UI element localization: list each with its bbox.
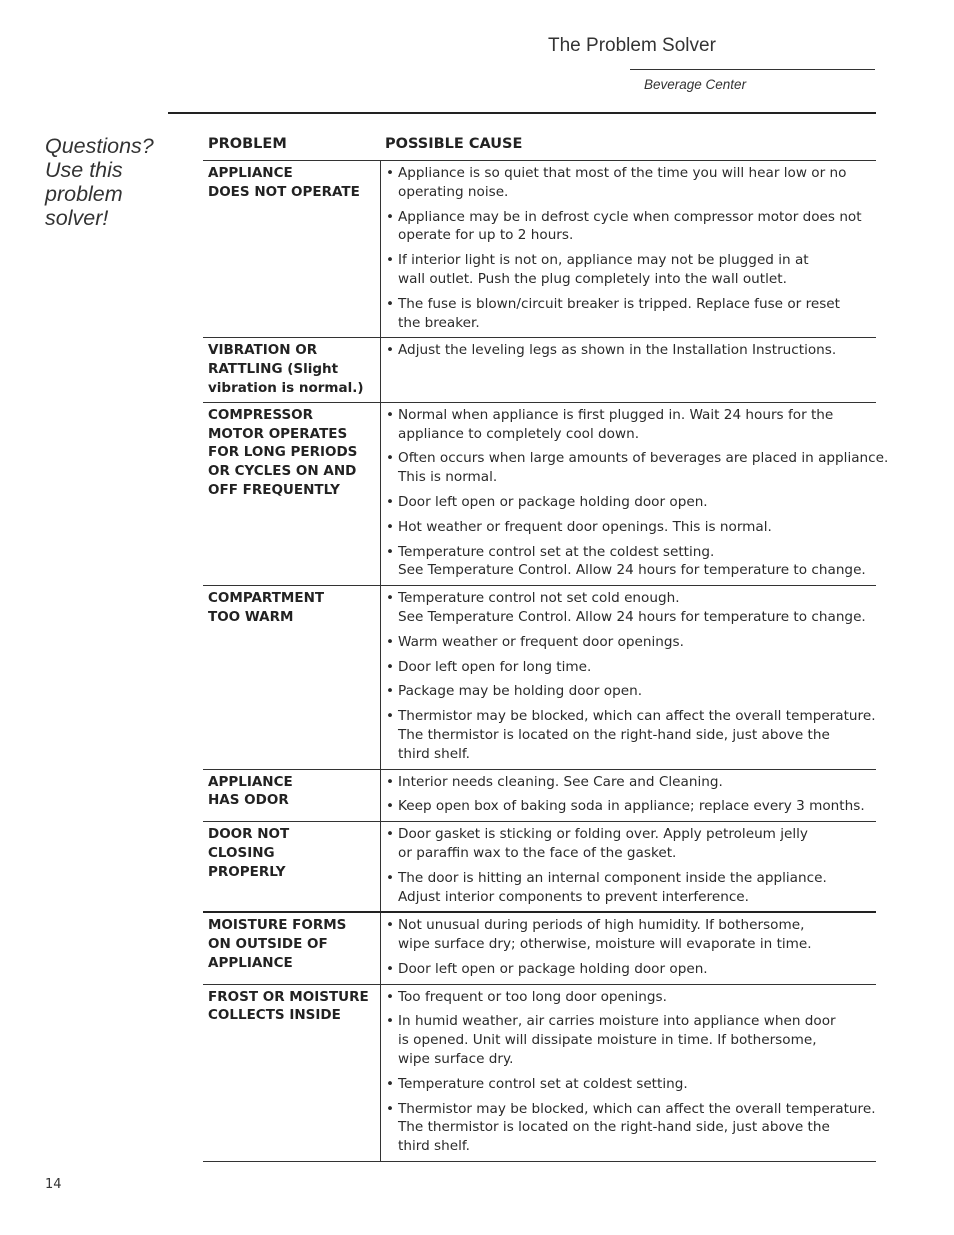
problem-label-line: vibration is normal.)	[208, 379, 364, 396]
table-body	[203, 161, 889, 1162]
cause-item	[386, 1075, 876, 1094]
problem-cell	[203, 913, 380, 983]
cause-item	[386, 869, 870, 907]
cause-text-line: Appliance is so quiet that most of the time you will hear low or no	[398, 165, 847, 181]
cause-item	[386, 797, 870, 816]
cause-item	[386, 960, 870, 979]
bullet-icon: •	[386, 590, 395, 607]
cause-item	[386, 251, 870, 289]
problem-label-line: APPLIANCE	[208, 165, 293, 181]
table-row	[203, 161, 876, 338]
problem-label-line: TOO WARM	[208, 608, 294, 625]
cause-text-line: Often occurs when large amounts of beverages are placed in appliance.	[398, 450, 889, 467]
table-row	[203, 913, 876, 984]
cause-item	[386, 406, 888, 444]
cause-text-line: is opened. Unit will dissipate moisture in time. If bothersome,	[398, 1032, 817, 1049]
cause-text-line: Door left open or package holding door open.	[398, 493, 708, 510]
cause-text-line: Temperature control set at the coldest setting.	[398, 543, 715, 560]
cause-text-line: Warm weather or frequent door openings.	[398, 633, 684, 650]
cause-text-line: wipe surface dry; otherwise, moisture will evaporate in time.	[398, 936, 812, 953]
cause-item	[386, 633, 876, 652]
problem-label-line: OR CYCLES ON AND	[208, 463, 357, 480]
cause-item	[386, 1012, 876, 1068]
cause-item	[386, 916, 870, 954]
cause-item	[386, 341, 870, 360]
table-row	[203, 822, 876, 913]
bullet-icon: •	[386, 773, 395, 790]
problem-label-line: CLOSING	[208, 844, 275, 861]
cause-text-line: Temperature control not set cold enough.	[398, 590, 680, 607]
side-heading-line: solver!	[45, 206, 109, 230]
bullet-icon: •	[386, 708, 395, 725]
cause-text-line: third shelf.	[398, 1138, 470, 1155]
cause-text-line: wipe surface dry.	[398, 1051, 514, 1068]
cause-text-line: Hot weather or frequent door openings. This is normal.	[398, 518, 772, 535]
cause-item	[386, 682, 876, 701]
cause-item	[386, 164, 870, 202]
table-header	[203, 135, 876, 161]
cause-text-line: Adjust the leveling legs as shown in the Installation Instructions.	[398, 342, 837, 359]
table-row	[203, 403, 889, 586]
cause-text-line: appliance to completely cool down.	[398, 425, 640, 442]
cause-item	[386, 825, 870, 863]
cause-text-line: or paraffin wax to the face of the gasket.	[398, 844, 677, 861]
bullet-icon: •	[386, 1075, 395, 1092]
problem-label-line: FROST OR MOISTURE	[208, 988, 369, 1005]
problem-label-line: COMPARTMENT	[208, 590, 325, 607]
cause-text-line: third shelf.	[398, 745, 470, 762]
side-heading-line: problem	[45, 182, 123, 206]
bullet-icon: •	[386, 295, 395, 312]
problem-label-line: COLLECTS INSIDE	[208, 1007, 341, 1024]
cause-item	[386, 518, 888, 537]
page-number: 14	[45, 1177, 62, 1192]
cause-text-line: Too frequent or too long door openings.	[398, 988, 667, 1005]
cause-text-line: In humid weather, air carries moisture into appliance when door	[398, 1013, 836, 1030]
problem-cell	[203, 338, 380, 401]
problem-cell	[203, 822, 380, 911]
cause-cell	[380, 770, 876, 822]
cause-text-line: Not unusual during periods of high humidity. If bothersome,	[398, 917, 805, 934]
problem-label-line: COMPRESSOR	[208, 406, 314, 423]
bullet-icon: •	[386, 165, 395, 181]
cause-item	[386, 707, 876, 763]
column-header-problem: PROBLEM	[208, 136, 287, 152]
cause-text-line: Thermistor may be blocked, which can affect the overall temperature.	[398, 708, 876, 725]
bullet-icon: •	[386, 342, 395, 359]
cause-text-line: Door left open for long time.	[398, 658, 592, 675]
cause-text-line: the breaker.	[398, 314, 480, 331]
problem-label-line: ON OUTSIDE OF	[208, 936, 328, 953]
problem-label-line: MOISTURE FORMS	[208, 917, 347, 934]
bullet-icon: •	[386, 252, 395, 269]
cause-item	[386, 208, 870, 246]
cause-item	[386, 295, 870, 333]
cause-text-line: Normal when appliance is first plugged in. Wait 24 hours for the	[398, 406, 834, 423]
problem-label-line: RATTLING (Slight	[208, 361, 339, 378]
cause-item	[386, 773, 870, 792]
header-rule	[630, 69, 875, 70]
problem-label-line: APPLIANCE	[208, 773, 293, 790]
page-subtitle: Beverage Center	[644, 77, 747, 92]
column-header-possible-cause: POSSIBLE CAUSE	[385, 136, 523, 152]
side-heading	[45, 134, 170, 230]
cause-item	[386, 1100, 876, 1156]
cause-text-line: Appliance may be in defrost cycle when compressor motor does not	[398, 208, 862, 225]
table-row	[203, 586, 876, 769]
cause-text-line: Package may be holding door open.	[398, 683, 643, 700]
cause-text-line: If interior light is not on, appliance may not be plugged in at	[398, 252, 809, 269]
bullet-icon: •	[386, 1013, 395, 1030]
cause-cell	[380, 985, 882, 1161]
bullet-icon: •	[386, 917, 395, 934]
cause-item	[386, 449, 888, 487]
bullet-icon: •	[386, 658, 395, 675]
cause-text-line: Adjust interior components to prevent interference.	[398, 888, 749, 905]
side-heading-line: Use this	[45, 158, 123, 182]
bullet-icon: •	[386, 960, 395, 977]
problem-label-line: MOTOR OPERATES	[208, 425, 348, 442]
cause-text-line: The door is hitting an internal component inside the appliance.	[398, 869, 827, 886]
cause-item	[386, 543, 888, 581]
side-heading-line: Questions?	[45, 134, 154, 158]
problem-label-line: HAS ODOR	[208, 792, 289, 809]
table-row	[203, 985, 876, 1162]
cause-text-line: The fuse is blown/circuit breaker is tripped. Replace fuse or reset	[398, 295, 841, 312]
cause-text-line: See Temperature Control. Allow 24 hours for temperature to change.	[398, 608, 866, 625]
bullet-icon: •	[386, 1100, 395, 1117]
bullet-icon: •	[386, 493, 395, 510]
bullet-icon: •	[386, 988, 395, 1005]
problem-label-line: APPLIANCE	[208, 954, 293, 971]
bullet-icon: •	[386, 406, 395, 423]
table-row	[203, 770, 876, 823]
cause-cell	[380, 822, 876, 911]
cause-text-line: Thermistor may be blocked, which can affect the overall temperature.	[398, 1100, 876, 1117]
cause-text-line: The thermistor is located on the right-hand side, just above the	[398, 1119, 830, 1136]
cause-item	[386, 658, 876, 677]
bullet-icon: •	[386, 543, 395, 560]
cause-text-line: wall outlet. Push the plug completely into the wall outlet.	[398, 270, 787, 287]
bullet-icon: •	[386, 826, 395, 843]
problem-label-line: FOR LONG PERIODS	[208, 444, 358, 461]
cause-text-line: Temperature control set at coldest setting.	[398, 1075, 688, 1092]
table-row	[203, 338, 876, 402]
bullet-icon: •	[386, 683, 395, 700]
cause-text-line: See Temperature Control. Allow 24 hours for temperature to change.	[398, 562, 866, 579]
page-title: The Problem Solver	[548, 35, 716, 56]
problem-cell	[203, 586, 380, 768]
cause-text-line: This is normal.	[398, 469, 498, 486]
cause-item	[386, 988, 876, 1007]
cause-text-line: operating noise.	[398, 183, 509, 200]
problem-cell	[203, 770, 380, 822]
bullet-icon: •	[386, 633, 395, 650]
problem-label-line: OFF FREQUENTLY	[208, 481, 340, 498]
bullet-icon: •	[386, 450, 395, 467]
bullet-icon: •	[386, 869, 395, 886]
problem-label-line: PROPERLY	[208, 863, 286, 880]
section-rule	[168, 112, 876, 114]
cause-item	[386, 493, 888, 512]
cause-text-line: Keep open box of baking soda in appliance; replace every 3 months.	[398, 798, 865, 815]
problem-cell	[203, 403, 380, 585]
cause-text-line: Door gasket is sticking or folding over. Apply petroleum jelly	[398, 826, 808, 843]
cause-cell	[380, 913, 876, 983]
cause-item	[386, 589, 876, 627]
bullet-icon: •	[386, 208, 395, 225]
problem-label-line: VIBRATION OR	[208, 342, 318, 359]
cause-cell	[380, 403, 894, 585]
problem-cell	[203, 161, 380, 337]
cause-text-line: operate for up to 2 hours.	[398, 227, 574, 244]
cause-text-line: Interior needs cleaning. See Care and Cleaning.	[398, 773, 723, 790]
bullet-icon: •	[386, 518, 395, 535]
problem-label-line: DOES NOT OPERATE	[208, 183, 360, 200]
cause-text-line: The thermistor is located on the right-hand side, just above the	[398, 726, 830, 743]
cause-text-line: Door left open or package holding door open.	[398, 960, 708, 977]
cause-cell	[380, 586, 882, 768]
problem-cell	[203, 985, 380, 1161]
problem-label-line: DOOR NOT	[208, 826, 290, 843]
bullet-icon: •	[386, 798, 395, 815]
cause-cell	[380, 161, 876, 337]
problem-solver-table	[203, 135, 889, 1162]
cause-cell	[380, 338, 876, 401]
